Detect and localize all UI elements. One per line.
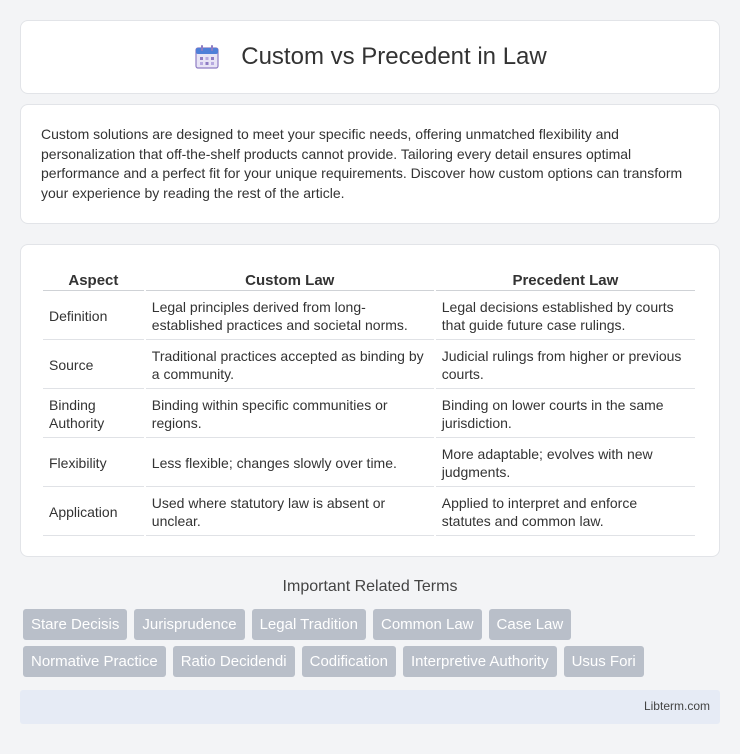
page-title: Custom vs Precedent in Law xyxy=(241,43,547,70)
tag-ratio-decidendi[interactable]: Ratio Decidendi xyxy=(173,646,295,677)
table-row xyxy=(43,391,695,438)
row-custom: Used where statutory law is absent or unclear. xyxy=(146,489,434,536)
tag-stare-decisis[interactable]: Stare Decisis xyxy=(23,609,127,640)
intro-card xyxy=(20,104,720,224)
related-terms-title: Important Related Terms xyxy=(282,578,458,595)
row-aspect: Application xyxy=(43,489,144,536)
tag-jurisprudence[interactable]: Jurisprudence xyxy=(134,609,244,640)
comparison-table xyxy=(41,264,697,538)
title-wrap xyxy=(193,43,546,71)
intro-text: Custom solutions are designed to meet your specific needs, offering unmatched flexibility and personalization that off-the-shelf products cannot provide. Tailoring every detail ensures optimal performance and a perfect fit for your unique requirements. Discover how custom options can transform your experience by reading the rest of the article. xyxy=(41,126,683,201)
row-aspect: Flexibility xyxy=(43,440,144,487)
row-aspect: Definition xyxy=(43,293,144,340)
row-custom: Binding within specific communities or regions. xyxy=(146,391,434,438)
row-aspect: Binding Authority xyxy=(43,391,144,438)
tag-codification[interactable]: Codification xyxy=(302,646,396,677)
tag-usus-fori[interactable]: Usus Fori xyxy=(564,646,644,677)
table-row xyxy=(43,440,695,487)
row-precedent: More adaptable; evolves with new judgments. xyxy=(436,440,695,487)
row-precedent: Binding on lower courts in the same jurisdiction. xyxy=(436,391,695,438)
row-custom: Traditional practices accepted as binding by a community. xyxy=(146,342,434,389)
tag-normative-practice[interactable]: Normative Practice xyxy=(23,646,166,677)
footer-site-link[interactable]: Libterm.com xyxy=(643,699,710,713)
table-header-row xyxy=(43,266,695,291)
header-card xyxy=(20,20,720,94)
comparison-table-card xyxy=(20,244,720,557)
row-precedent: Judicial rulings from higher or previous courts. xyxy=(436,342,695,389)
row-aspect: Source xyxy=(43,342,144,389)
header-custom-law: Custom Law xyxy=(146,266,434,291)
calendar-icon xyxy=(193,43,221,71)
table-row xyxy=(43,489,695,536)
tag-case-law[interactable]: Case Law xyxy=(489,609,572,640)
table-row xyxy=(43,293,695,340)
footer xyxy=(20,690,720,724)
row-precedent: Legal decisions established by courts that guide future case rulings. xyxy=(436,293,695,340)
related-terms-row-2 xyxy=(23,646,723,677)
header-aspect: Aspect xyxy=(43,266,144,291)
tag-interpretive-authority[interactable]: Interpretive Authority xyxy=(403,646,557,677)
row-precedent: Applied to interpret and enforce statutes and common law. xyxy=(436,489,695,536)
tag-common-law[interactable]: Common Law xyxy=(373,609,482,640)
related-terms-row-1 xyxy=(23,609,723,640)
row-custom: Legal principles derived from long-established practices and societal norms. xyxy=(146,293,434,340)
tag-legal-tradition[interactable]: Legal Tradition xyxy=(252,609,366,640)
row-custom: Less flexible; changes slowly over time. xyxy=(146,440,434,487)
table-row xyxy=(43,342,695,389)
header-precedent-law: Precedent Law xyxy=(436,266,695,291)
